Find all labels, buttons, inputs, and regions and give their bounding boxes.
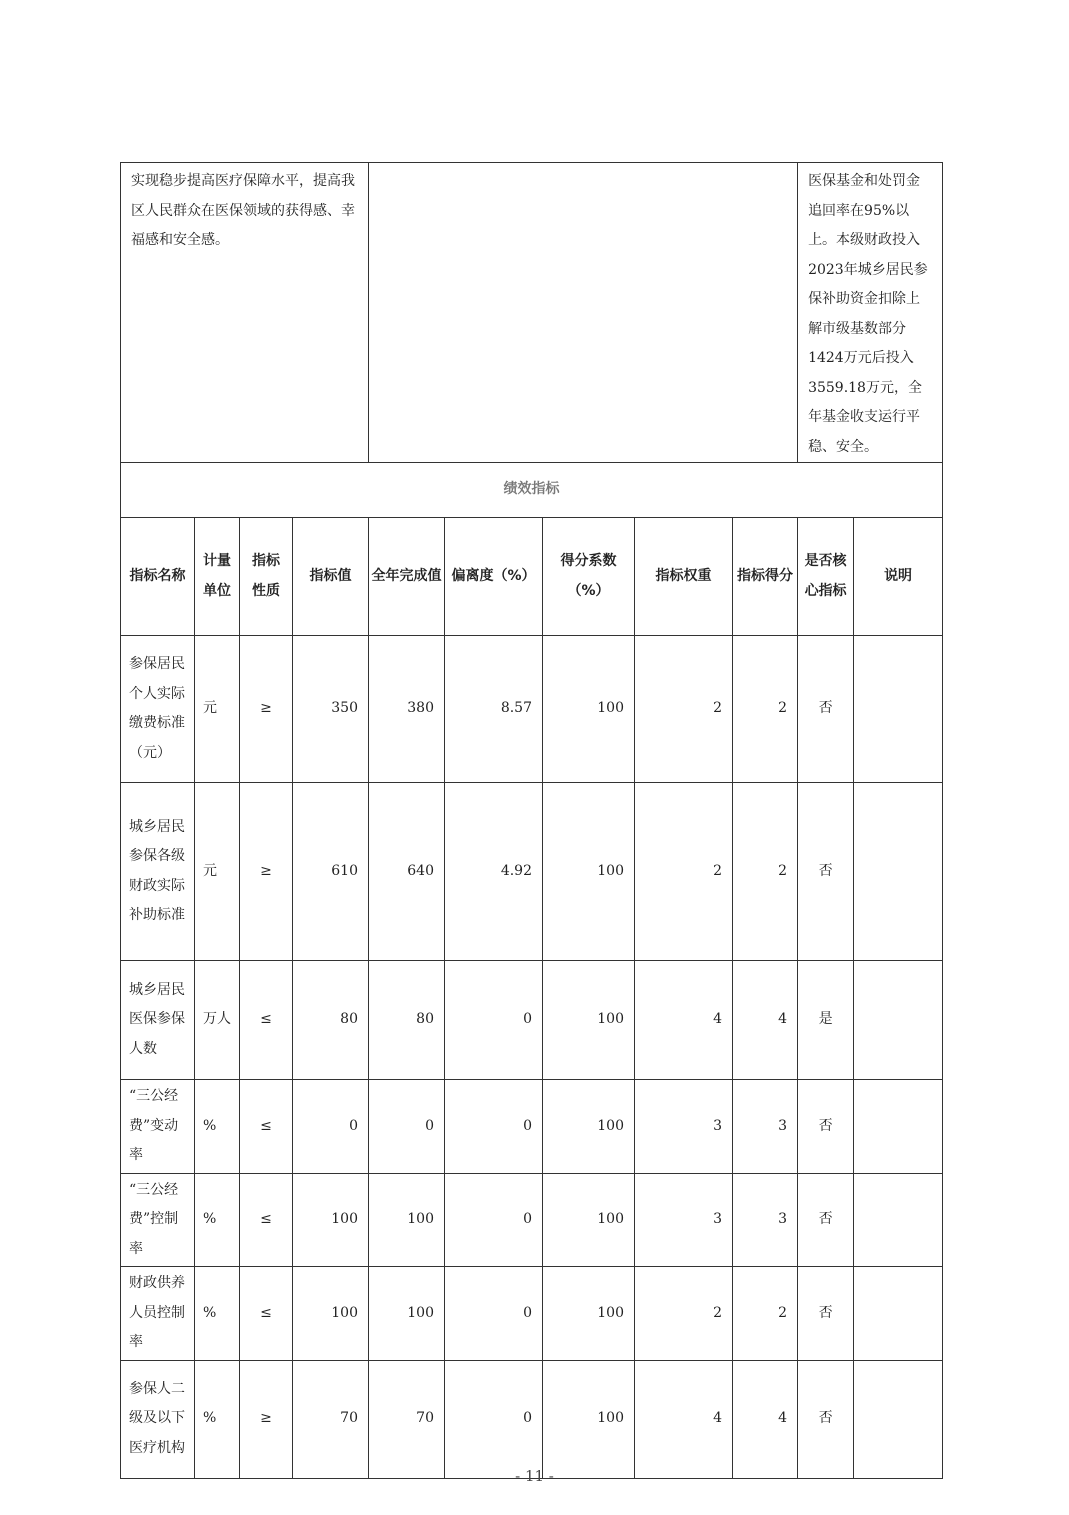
- cell-weight: 2: [635, 636, 733, 783]
- cell-weight: 3: [635, 1080, 733, 1174]
- cell-score: 2: [733, 783, 798, 961]
- cell-coef: 100: [543, 961, 635, 1080]
- table-row: [121, 636, 943, 783]
- cell-nature: ≤: [240, 1267, 293, 1361]
- header-col-note: 说明: [854, 518, 943, 636]
- header-col-coef: 得分系数（%）: [543, 518, 635, 636]
- cell-nature: ≤: [240, 1080, 293, 1174]
- cell-nature: ≥: [240, 636, 293, 783]
- cell-actual: 80: [369, 961, 445, 1080]
- cell-nature: ≥: [240, 783, 293, 961]
- section-row: [121, 463, 943, 518]
- cell-unit: %: [195, 1267, 240, 1361]
- cell-actual: 70: [369, 1360, 445, 1478]
- goal-text: 实现稳步提高医疗保障水平，提高我区人民群众在医保领域的获得感、幸福感和安全感。: [121, 163, 369, 463]
- cell-deviation: 0: [445, 1173, 543, 1267]
- table-row: [121, 961, 943, 1080]
- cell-target: 350: [293, 636, 369, 783]
- header-col-nature: 指标性质: [240, 518, 293, 636]
- cell-core: 否: [798, 1267, 854, 1361]
- cell-core: 否: [798, 1080, 854, 1174]
- cell-target: 70: [293, 1360, 369, 1478]
- cell-deviation: 0: [445, 1267, 543, 1361]
- cell-note: [854, 1360, 943, 1478]
- cell-name: 城乡居民参保各级财政实际补助标准: [121, 783, 195, 961]
- header-col-target: 指标值: [293, 518, 369, 636]
- column-header-row: [121, 518, 943, 636]
- cell-actual: 640: [369, 783, 445, 961]
- cell-unit: 元: [195, 783, 240, 961]
- cell-weight: 3: [635, 1173, 733, 1267]
- cell-weight: 4: [635, 1360, 733, 1478]
- cell-coef: 100: [543, 1173, 635, 1267]
- cell-coef: 100: [543, 1360, 635, 1478]
- cell-deviation: 0: [445, 1360, 543, 1478]
- cell-unit: %: [195, 1080, 240, 1174]
- blank-cell: [369, 163, 798, 463]
- cell-deviation: 8.57: [445, 636, 543, 783]
- cell-deviation: 4.92: [445, 783, 543, 961]
- header-col-name: 指标名称: [121, 518, 195, 636]
- cell-name: “三公经费”控制率: [121, 1173, 195, 1267]
- cell-note: [854, 783, 943, 961]
- performance-table: [120, 162, 943, 1479]
- cell-unit: 元: [195, 636, 240, 783]
- cell-core: 否: [798, 1360, 854, 1478]
- table-row: [121, 1080, 943, 1174]
- cell-nature: ≥: [240, 1360, 293, 1478]
- table-row: [121, 1173, 943, 1267]
- header-col-deviation: 偏离度（%）: [445, 518, 543, 636]
- cell-weight: 4: [635, 961, 733, 1080]
- cell-coef: 100: [543, 636, 635, 783]
- cell-core: 否: [798, 636, 854, 783]
- header-col-unit: 计量单位: [195, 518, 240, 636]
- table-row: [121, 783, 943, 961]
- cell-score: 4: [733, 961, 798, 1080]
- table-row: [121, 1267, 943, 1361]
- header-col-weight: 指标权重: [635, 518, 733, 636]
- cell-score: 3: [733, 1173, 798, 1267]
- cell-target: 100: [293, 1267, 369, 1361]
- cell-core: 否: [798, 783, 854, 961]
- cell-score: 3: [733, 1080, 798, 1174]
- cell-target: 80: [293, 961, 369, 1080]
- cell-name: 财政供养人员控制率: [121, 1267, 195, 1361]
- table-row: [121, 1360, 943, 1478]
- cell-score: 2: [733, 636, 798, 783]
- cell-note: [854, 1080, 943, 1174]
- cell-unit: 万人: [195, 961, 240, 1080]
- cell-actual: 380: [369, 636, 445, 783]
- cell-note: [854, 961, 943, 1080]
- cell-note: [854, 636, 943, 783]
- cell-unit: %: [195, 1360, 240, 1478]
- cell-deviation: 0: [445, 1080, 543, 1174]
- cell-actual: 100: [369, 1267, 445, 1361]
- header-col-actual: 全年完成值: [369, 518, 445, 636]
- cell-name: “三公经费”变动率: [121, 1080, 195, 1174]
- cell-nature: ≤: [240, 961, 293, 1080]
- cell-name: 参保居民个人实际缴费标准（元）: [121, 636, 195, 783]
- section-title: 绩效指标: [121, 463, 943, 518]
- page-number: - 11 -: [515, 1467, 554, 1485]
- cell-actual: 100: [369, 1173, 445, 1267]
- cell-score: 4: [733, 1360, 798, 1478]
- cell-target: 0: [293, 1080, 369, 1174]
- cell-target: 610: [293, 783, 369, 961]
- cell-deviation: 0: [445, 961, 543, 1080]
- cell-coef: 100: [543, 783, 635, 961]
- cell-core: 是: [798, 961, 854, 1080]
- result-text: 医保基金和处罚金追回率在95%以上。本级财政投入2023年城乡居民参保补助资金扣除上解市级基数部分1424万元后投入3559.18万元，全年基金收支运行平稳、安全。: [798, 163, 943, 463]
- cell-actual: 0: [369, 1080, 445, 1174]
- cell-coef: 100: [543, 1080, 635, 1174]
- cell-note: [854, 1173, 943, 1267]
- cell-score: 2: [733, 1267, 798, 1361]
- header-col-score: 指标得分: [733, 518, 798, 636]
- cell-weight: 2: [635, 783, 733, 961]
- cell-coef: 100: [543, 1267, 635, 1361]
- cell-name: 参保人二级及以下医疗机构: [121, 1360, 195, 1478]
- cell-target: 100: [293, 1173, 369, 1267]
- cell-weight: 2: [635, 1267, 733, 1361]
- cell-name: 城乡居民医保参保人数: [121, 961, 195, 1080]
- cell-nature: ≤: [240, 1173, 293, 1267]
- cell-unit: %: [195, 1173, 240, 1267]
- cell-note: [854, 1267, 943, 1361]
- header-col-core: 是否核心指标: [798, 518, 854, 636]
- summary-row: [121, 163, 943, 463]
- cell-core: 否: [798, 1173, 854, 1267]
